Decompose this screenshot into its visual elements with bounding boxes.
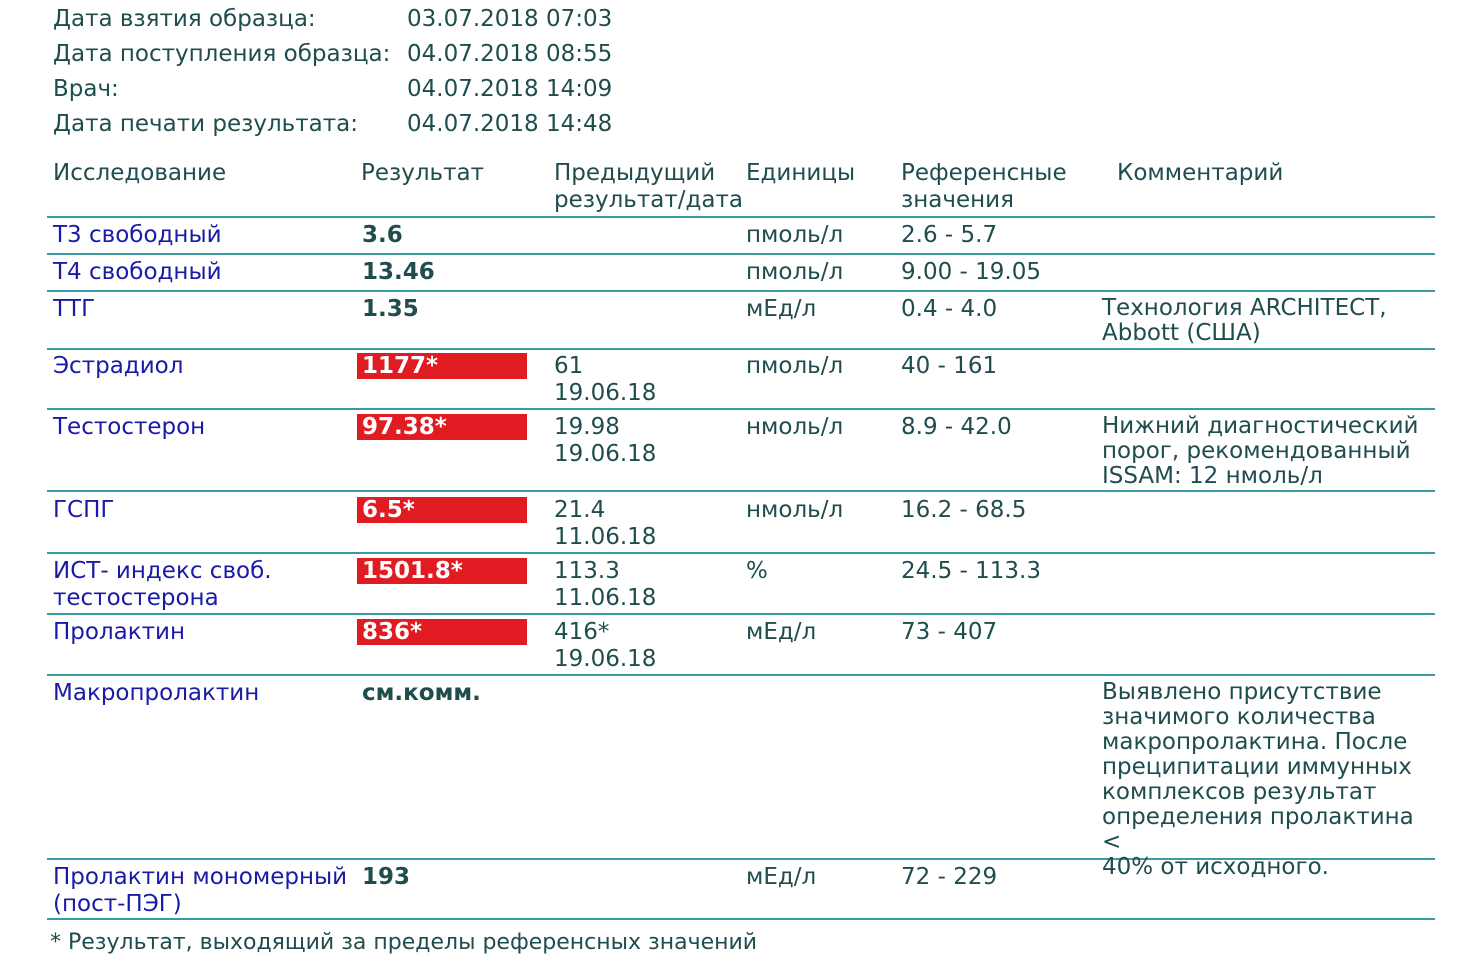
test-name-line: ИСТ- индекс своб. xyxy=(53,558,272,584)
test-name xyxy=(53,414,353,441)
test-name-line: Т4 свободный xyxy=(53,259,222,285)
previous-value: 61 xyxy=(554,353,584,379)
row-divider xyxy=(47,253,1435,255)
col-comment: Комментарий xyxy=(1117,160,1284,186)
test-name xyxy=(53,558,353,612)
row-divider xyxy=(47,613,1435,615)
previous-value: 21.4 xyxy=(554,497,606,523)
previous-result xyxy=(554,497,656,551)
previous-result xyxy=(554,414,656,468)
test-name xyxy=(53,619,353,646)
result-value: см.комм. xyxy=(362,680,481,706)
reference-range: 9.00 - 19.05 xyxy=(901,259,1041,285)
previous-result xyxy=(554,619,656,673)
col-previous-line2: результат/дата xyxy=(554,187,743,213)
info-label: Дата взятия образца: xyxy=(53,6,316,32)
unit: нмоль/л xyxy=(746,414,844,440)
test-name-line: Эстрадиол xyxy=(53,353,184,379)
test-name-line: Пролактин мономерный xyxy=(53,864,348,890)
unit: нмоль/л xyxy=(746,497,844,523)
result-value-abnormal: 836* xyxy=(357,619,527,645)
info-value: 04.07.2018 14:09 xyxy=(407,76,613,102)
test-name-line: ГСПГ xyxy=(53,497,115,523)
test-name xyxy=(53,864,353,918)
previous-date: 11.06.18 xyxy=(554,524,657,550)
comment xyxy=(1102,414,1432,489)
unit: пмоль/л xyxy=(746,259,844,285)
sample-info xyxy=(53,3,612,143)
previous-value: 113.3 xyxy=(554,558,620,584)
test-name xyxy=(53,497,353,524)
comment-line: макропролактина. После xyxy=(1102,729,1408,755)
reference-range: 2.6 - 5.7 xyxy=(901,222,998,248)
info-label: Дата поступления образца: xyxy=(53,41,391,67)
row-divider xyxy=(47,408,1435,410)
result-value-abnormal: 1501.8* xyxy=(357,558,527,584)
row-divider xyxy=(47,490,1435,492)
comment-line: Выявлено присутствие xyxy=(1102,679,1382,705)
unit: % xyxy=(746,558,768,584)
info-value: 03.07.2018 07:03 xyxy=(407,6,613,32)
test-name-line: (пост-ПЭГ) xyxy=(53,891,182,917)
previous-date: 19.06.18 xyxy=(554,441,657,467)
result-value: 13.46 xyxy=(362,259,435,285)
info-label: Врач: xyxy=(53,76,119,102)
previous-result xyxy=(554,353,656,407)
unit: мЕд/л xyxy=(746,619,817,645)
previous-value: 19.98 xyxy=(554,414,620,440)
info-label: Дата печати результата: xyxy=(53,111,358,137)
result-value: 3.6 xyxy=(362,222,403,248)
unit: мЕд/л xyxy=(746,864,817,890)
test-name xyxy=(53,222,353,249)
table-header xyxy=(53,160,1435,216)
row-divider xyxy=(47,552,1435,554)
previous-date: 19.06.18 xyxy=(554,646,657,672)
result-value: 193 xyxy=(362,864,411,890)
test-name xyxy=(53,353,353,380)
row-divider xyxy=(47,216,1435,218)
col-units: Единицы xyxy=(746,160,856,186)
reference-range: 16.2 - 68.5 xyxy=(901,497,1027,523)
col-test: Исследование xyxy=(53,160,227,186)
test-name-line: Т3 свободный xyxy=(53,222,222,248)
test-name xyxy=(53,296,353,323)
test-name-line: Макропролактин xyxy=(53,680,260,706)
result-value: 1.35 xyxy=(362,296,419,322)
reference-range: 8.9 - 42.0 xyxy=(901,414,1012,440)
comment-line: порог, рекомендованный xyxy=(1102,438,1411,464)
comment-line: значимого количества xyxy=(1102,704,1376,730)
reference-range: 73 - 407 xyxy=(901,619,998,645)
col-previous-line1: Предыдущий xyxy=(554,160,716,186)
comment-line: преципитации иммунных xyxy=(1102,754,1412,780)
comment xyxy=(1102,296,1432,346)
result-value-abnormal: 1177* xyxy=(357,353,527,379)
previous-result xyxy=(554,558,656,612)
comment-line: определения пролактина < xyxy=(1102,804,1414,855)
reference-range: 40 - 161 xyxy=(901,353,998,379)
col-result: Результат xyxy=(361,160,485,186)
unit: мЕд/л xyxy=(746,296,817,322)
result-value-abnormal: 97.38* xyxy=(357,414,527,440)
footnote: * Результат, выходящий за пределы референсных значений xyxy=(50,930,758,955)
reference-range: 0.4 - 4.0 xyxy=(901,296,998,322)
info-value: 04.07.2018 08:55 xyxy=(407,41,613,67)
info-value: 04.07.2018 14:48 xyxy=(407,111,613,137)
info-row xyxy=(53,3,612,38)
previous-value: 416* xyxy=(554,619,610,645)
col-reference-line1: Референсные xyxy=(901,160,1067,186)
comment-line: ISSAM: 12 нмоль/л xyxy=(1102,463,1323,489)
comment-line: 40% от исходного. xyxy=(1102,854,1329,880)
test-name xyxy=(53,259,353,286)
col-reference xyxy=(901,160,1067,214)
info-row xyxy=(53,73,612,108)
previous-date: 11.06.18 xyxy=(554,585,657,611)
comment xyxy=(1102,680,1432,880)
row-divider xyxy=(47,290,1435,292)
comment-line: комплексов результат xyxy=(1102,779,1377,805)
row-divider xyxy=(47,348,1435,350)
row-divider xyxy=(47,918,1435,920)
info-row xyxy=(53,108,612,143)
info-row xyxy=(53,38,612,73)
row-divider xyxy=(47,674,1435,676)
test-name-line: Пролактин xyxy=(53,619,186,645)
comment-line: Abbott (США) xyxy=(1102,320,1261,346)
test-name xyxy=(53,680,353,707)
result-value-abnormal: 6.5* xyxy=(357,497,527,523)
test-name-line: тестостерона xyxy=(53,585,219,611)
reference-range: 72 - 229 xyxy=(901,864,998,890)
comment-line: Технология ARCHITECT, xyxy=(1102,295,1387,321)
previous-date: 19.06.18 xyxy=(554,380,657,406)
comment-line: Нижний диагностический xyxy=(1102,413,1419,439)
col-reference-line2: значения xyxy=(901,187,1014,213)
unit: пмоль/л xyxy=(746,353,844,379)
reference-range: 24.5 - 113.3 xyxy=(901,558,1041,584)
col-previous xyxy=(554,160,743,214)
unit: пмоль/л xyxy=(746,222,844,248)
test-name-line: Тестостерон xyxy=(53,414,206,440)
test-name-line: ТТГ xyxy=(53,296,96,322)
